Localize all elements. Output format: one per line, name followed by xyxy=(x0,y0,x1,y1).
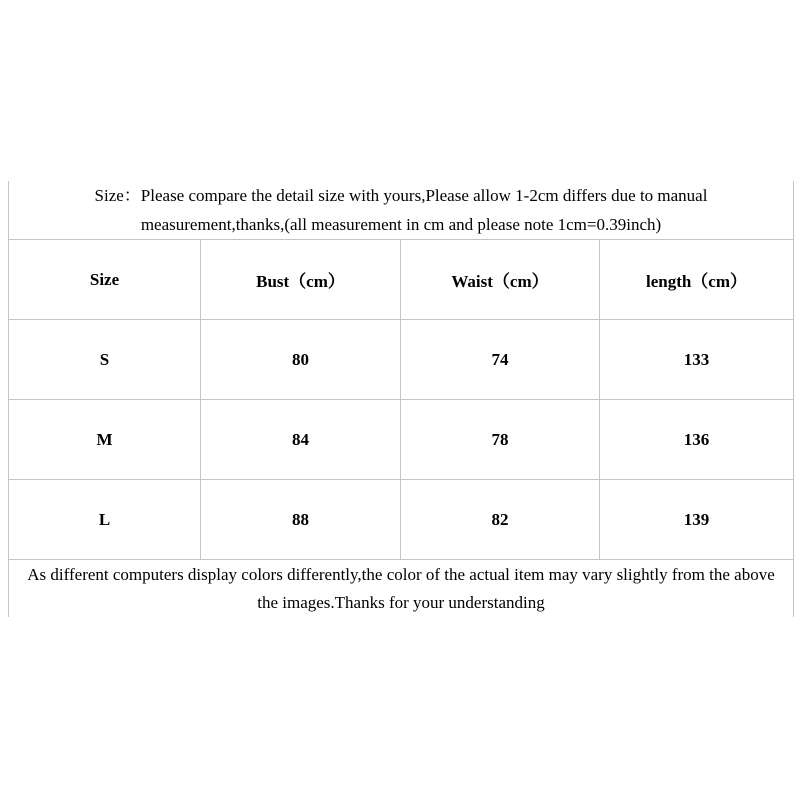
length-cell: 136 xyxy=(683,429,710,449)
size-cell: S xyxy=(9,320,201,399)
col-header-length: length（cm） xyxy=(645,272,748,291)
size-cell: L xyxy=(9,480,201,559)
color-disclaimer xyxy=(9,559,793,617)
col-header-waist: Waist（cm） xyxy=(401,240,600,319)
table-header-row xyxy=(9,239,793,319)
col-header-bust: Bust（cm） xyxy=(201,240,401,319)
color-disclaimer-line-2: the images.Thanks for your understanding xyxy=(257,592,545,612)
size-cell: M xyxy=(9,400,201,479)
bust-cell: 88 xyxy=(201,480,401,559)
color-disclaimer-line-1: As different computers display colors differently,the color of the actual item may vary slightly from the above xyxy=(27,564,775,584)
measurement-notice xyxy=(9,181,793,239)
measurement-notice-line-1: Size：Please compare the detail size with yours,Please allow 1-2cm differs due to manual xyxy=(94,186,708,205)
table-row-l xyxy=(9,479,793,559)
bust-cell: 80 xyxy=(201,320,401,399)
table-row-s xyxy=(9,319,793,399)
length-cell: 133 xyxy=(683,349,710,369)
size-chart-table xyxy=(8,181,794,617)
bust-cell: 84 xyxy=(201,400,401,479)
measurement-notice-line-2: measurement,thanks,(all measurement in cm and please note 1cm=0.39inch) xyxy=(140,215,662,234)
col-header-size: Size xyxy=(9,240,201,319)
table-row-m xyxy=(9,399,793,479)
waist-cell: 82 xyxy=(401,480,600,559)
length-cell: 139 xyxy=(683,509,710,529)
waist-cell: 74 xyxy=(401,320,600,399)
waist-cell: 78 xyxy=(401,400,600,479)
